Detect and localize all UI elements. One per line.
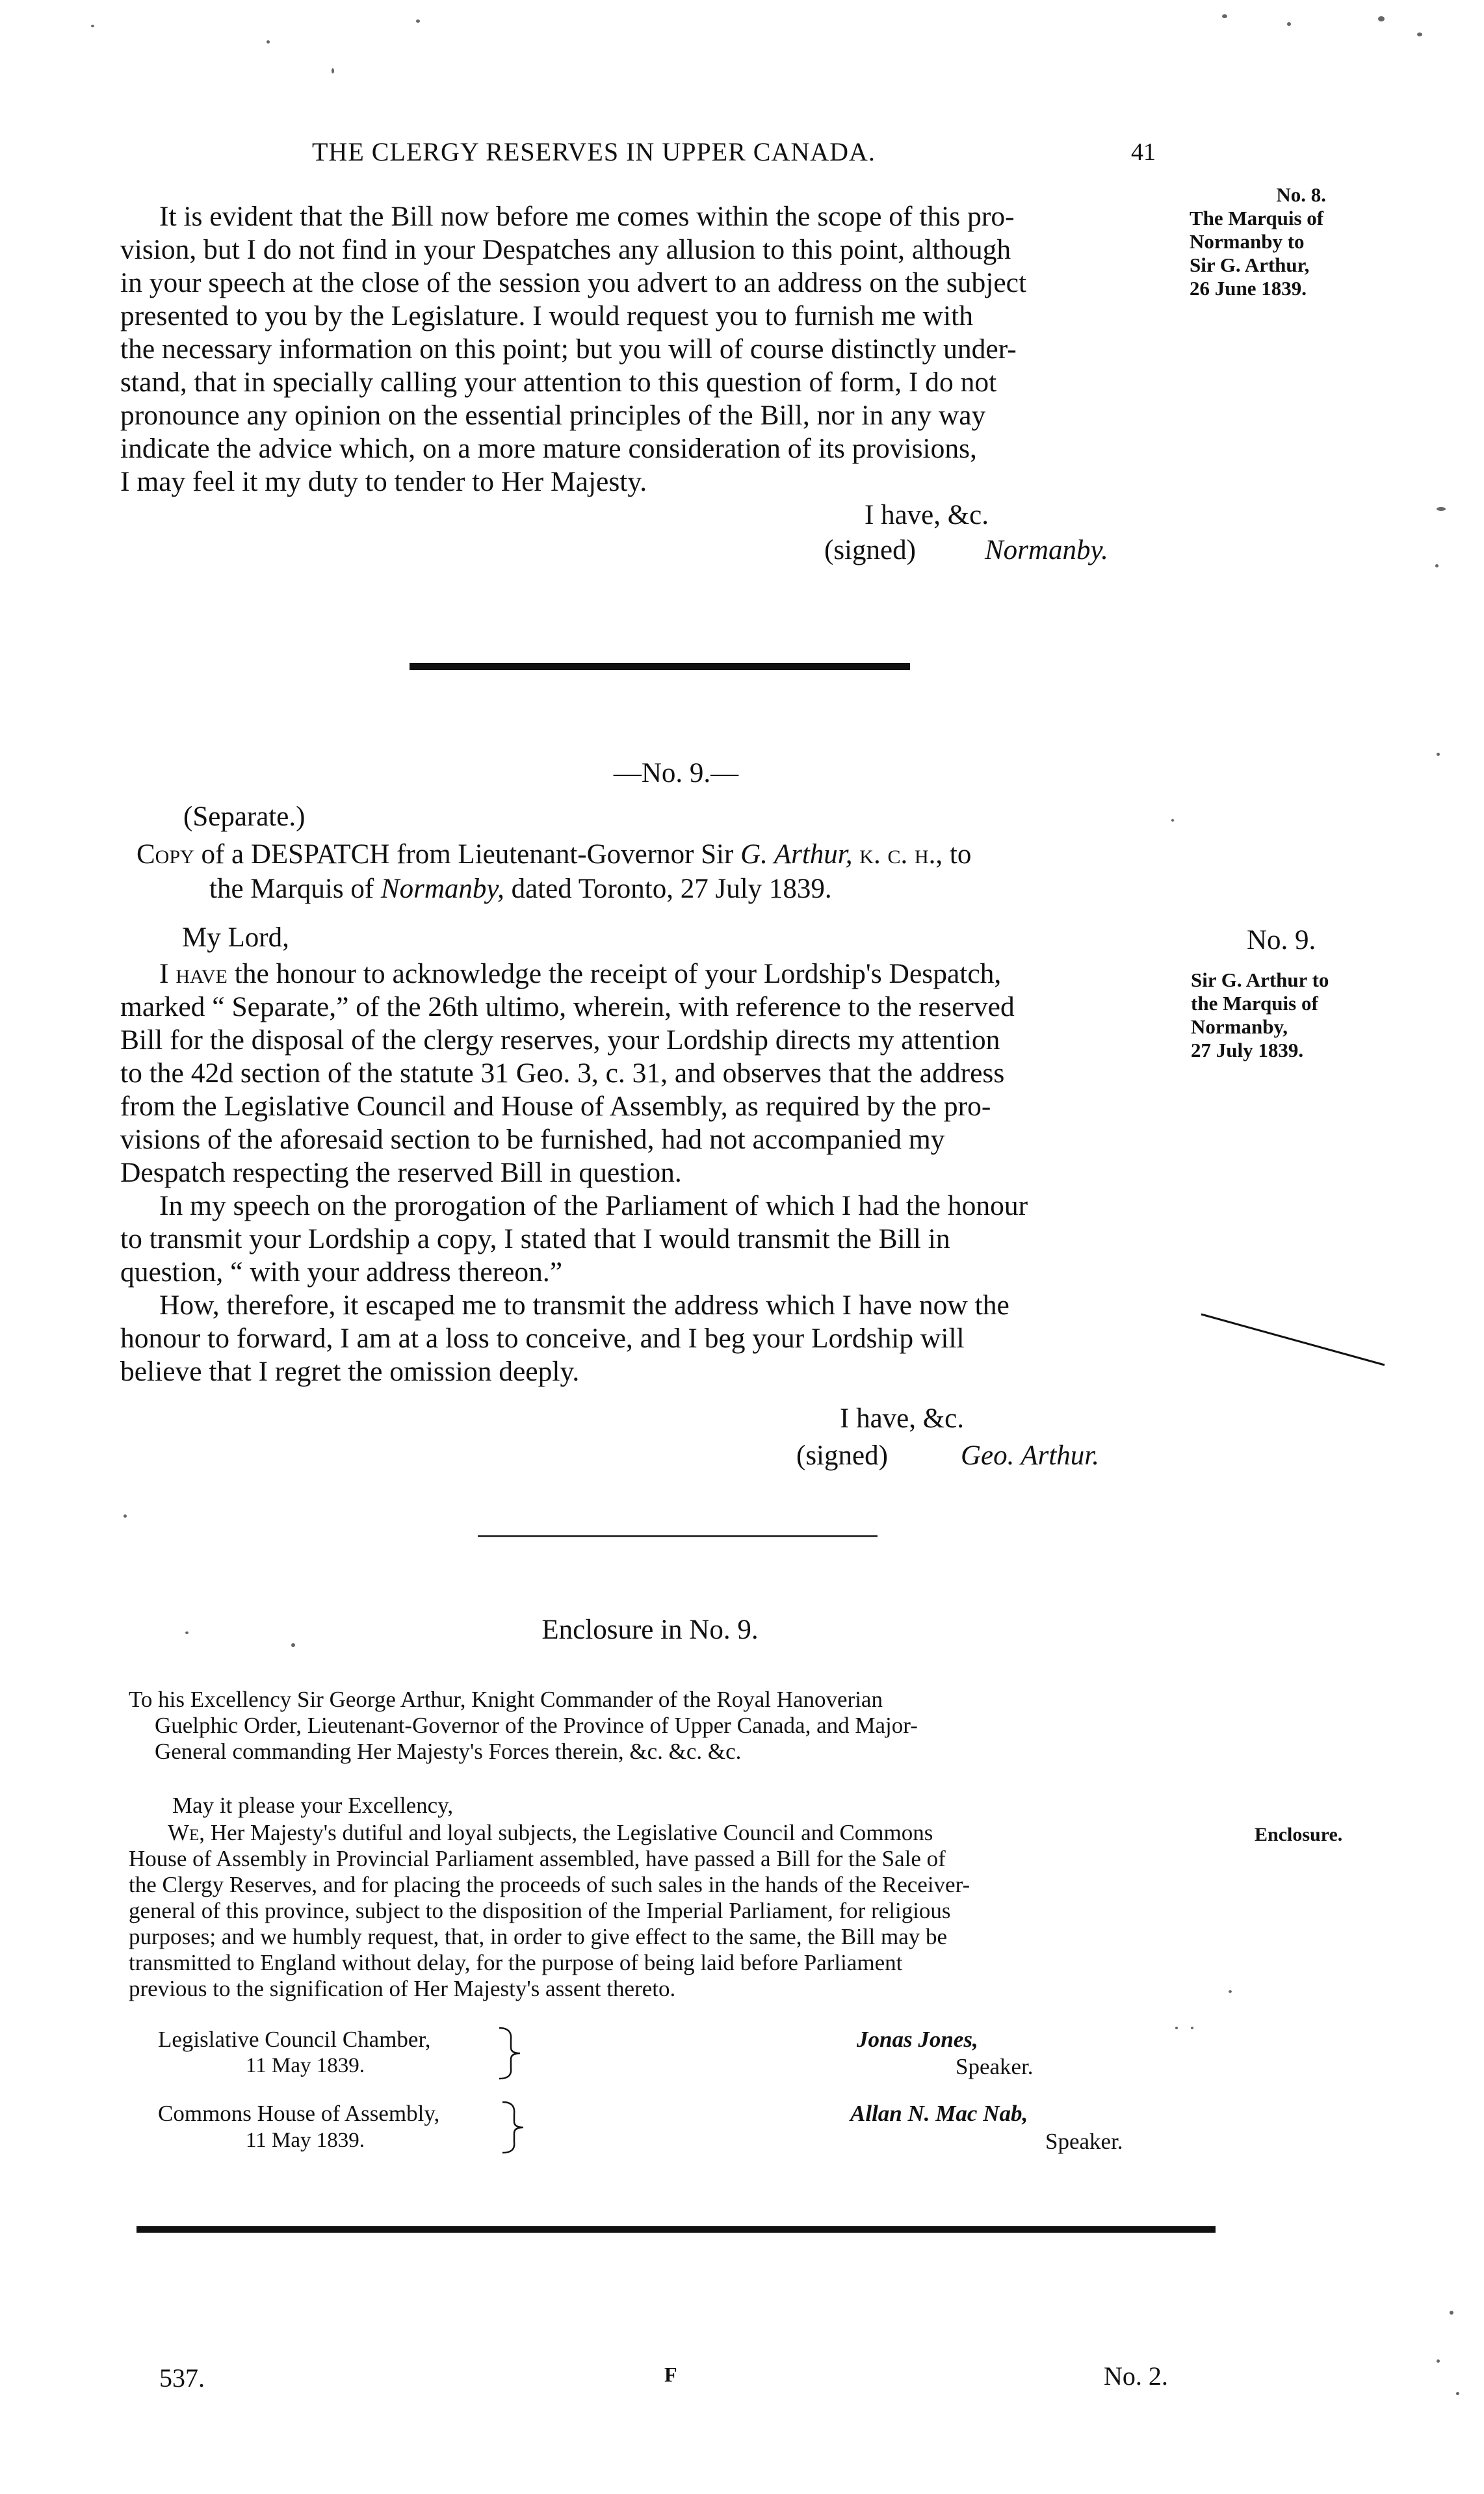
- text-line: transmitted to England without delay, for the purpose of being laid before Parliament: [129, 1950, 903, 1975]
- text-line: visions of the aforesaid section to be furnished, had not accompanied my: [120, 1124, 945, 1155]
- text-line: the Clergy Reserves, and for placing the proceeds of such sales in the hands of the Receiver-: [129, 1872, 970, 1897]
- scan-speck: [1229, 1990, 1232, 1993]
- scan-speck: [1437, 753, 1440, 756]
- text-line: To his Excellency Sir George Arthur, Knight Commander of the Royal Hanoverian: [129, 1687, 883, 1712]
- text-line: Bill for the disposal of the clergy reserves, your Lordship directs my attention: [120, 1024, 1000, 1056]
- text-line: General commanding Her Majesty's Forces therein, &c. &c. &c.: [155, 1739, 742, 1764]
- text-line: the necessary information on this point; but you will of course distinctly under-: [120, 333, 1017, 365]
- scan-speck: [124, 1514, 127, 1518]
- text-line: from the Legislative Council and House of Assembly, as required by the pro-: [120, 1091, 991, 1122]
- footer-rule: [137, 2226, 1216, 2233]
- footer-catchword: No. 2.: [1104, 2361, 1168, 2391]
- signature-normanby: Normanby.: [985, 535, 1108, 565]
- copy-word: Copy: [137, 839, 194, 870]
- running-header-title: THE CLERGY RESERVES IN UPPER CANADA.: [312, 137, 876, 166]
- enclosure-address: [129, 1687, 1201, 1765]
- margin-note-despatch-9: [1191, 968, 1360, 1062]
- text-line: stand, that in specially calling your attention to this question of form, I do not: [120, 367, 997, 398]
- text-line: Guelphic Order, Lieutenant-Governor of the Province of Upper Canada, and Major-: [155, 1713, 918, 1738]
- scan-speck: [1450, 2311, 1453, 2315]
- enclosure-salutation: May it please your Excellency,: [172, 1793, 454, 1818]
- footer-signature-mark: F: [664, 2363, 677, 2386]
- text-line: to transmit your Lordship a copy, I stated that I would transmit the Bill in: [120, 1223, 950, 1254]
- margin-note-line: Sir G. Arthur,: [1190, 253, 1310, 276]
- margin-note-number: No. 8.: [1276, 183, 1326, 206]
- sig2-title: Speaker.: [1045, 2129, 1123, 2154]
- enclosure-body: [129, 1820, 1201, 2002]
- separate-label: (Separate.): [183, 801, 306, 832]
- text-line: [120, 957, 1183, 991]
- text-line: In my speech on the prorogation of the Parliament of which I had the honour: [159, 1190, 1028, 1221]
- scan-speck: [1378, 16, 1385, 21]
- sig2-place-line-2: 11 May 1839.: [246, 2129, 365, 2152]
- despatch-9-heading: —No. 9.—: [613, 758, 739, 788]
- margin-note-line: 27 July 1839.: [1191, 1039, 1304, 1061]
- text-line: Despatch respecting the reserved Bill in question.: [120, 1157, 682, 1188]
- despatch-8-body: [120, 200, 1183, 499]
- sig2-name: Allan N. Mac Nab,: [850, 2101, 1028, 2126]
- page-number: 41: [1131, 138, 1156, 166]
- footer-left-number: 537.: [159, 2363, 205, 2393]
- margin-note-enclosure: Enclosure.: [1255, 1824, 1343, 1845]
- scan-speck: [1191, 2027, 1193, 2029]
- sig2-place-line-1: Commons House of Assembly,: [158, 2101, 440, 2126]
- scan-speck: [1456, 2392, 1459, 2395]
- title-text: dated Toronto, 27 July 1839.: [511, 874, 832, 904]
- signed-label: (signed): [824, 535, 916, 565]
- text-line: honour to forward, I am at a loss to conceive, and I beg your Lordship will: [120, 1323, 965, 1354]
- margin-note-line: Normanby to: [1190, 230, 1305, 253]
- scan-speck: [291, 1643, 295, 1647]
- scan-speck: [1175, 2027, 1178, 2029]
- margin-note-line: The Marquis of: [1190, 207, 1324, 229]
- sig1-place-line-2: 11 May 1839.: [246, 2054, 365, 2077]
- title-text: the Marquis of: [209, 874, 374, 904]
- scan-speck: [332, 68, 334, 73]
- text-line: presented to you by the Legislature. I would request you to furnish me with: [120, 300, 973, 331]
- despatch-number-right: No. 9.: [1247, 925, 1316, 955]
- text-line: to the 42d section of the statute 31 Geo. 3, c. 31, and observes that the address: [120, 1058, 1005, 1089]
- signed-label: (signed): [796, 1440, 888, 1471]
- scan-speck: [1417, 32, 1422, 36]
- text-line: question, “ with your address thereon.”: [120, 1256, 563, 1288]
- margin-note-line: 26 June 1839.: [1190, 277, 1307, 300]
- sig2-brace: [497, 2101, 530, 2154]
- text-span: the honour to acknowledge the receipt of your Lordship's Despatch,: [234, 958, 1002, 989]
- text-line: purposes; and we humbly request, that, in order to give effect to the same, the Bill may be: [129, 1924, 948, 1949]
- despatch-9-body: [120, 957, 1183, 1388]
- text-line: It is evident that the Bill now before me comes within the scope of this pro-: [159, 201, 1015, 232]
- scan-speck: [267, 40, 270, 44]
- salutation: My Lord,: [182, 922, 289, 953]
- scan-speck: [1435, 564, 1438, 567]
- margin-note-line: the Marquis of: [1191, 992, 1318, 1015]
- text-line: [129, 1820, 1201, 1846]
- sig1-title: Speaker.: [956, 2054, 1034, 2079]
- scan-speck: [1437, 507, 1446, 511]
- text-line: indicate the advice which, on a more mature consideration of its provisions,: [120, 433, 977, 464]
- margin-pointer-line: [1196, 1300, 1391, 1378]
- enclosure-heading: Enclosure in No. 9.: [541, 1615, 759, 1645]
- scan-speck: [91, 25, 94, 27]
- signature-arthur: Geo. Arthur.: [961, 1440, 1100, 1471]
- closing-line: I have, &c.: [840, 1403, 965, 1434]
- sig1-place-line-1: Legislative Council Chamber,: [158, 2027, 431, 2052]
- sig1-brace: [494, 2027, 527, 2080]
- text-line: pronounce any opinion on the essential principles of the Bill, nor in any way: [120, 400, 986, 431]
- first-word: I have: [159, 958, 228, 989]
- scan-speck: [1171, 819, 1174, 822]
- text-line: previous to the signification of Her Majesty's assent thereto.: [129, 1976, 676, 2001]
- text-line: I may feel it my duty to tender to Her Majesty.: [120, 466, 647, 497]
- scan-speck: [1222, 14, 1227, 18]
- title-to: to: [949, 839, 972, 870]
- sig1-name: Jonas Jones,: [857, 2027, 978, 2052]
- text-line: in your speech at the close of the session you advert to an address on the subject: [120, 267, 1027, 298]
- title-name: G. Arthur,: [740, 839, 853, 870]
- margin-note-line: Normanby,: [1191, 1015, 1288, 1038]
- text-line: believe that I regret the omission deeply.: [120, 1356, 580, 1387]
- scan-speck: [1287, 22, 1291, 26]
- title-kch: k. c. h.,: [859, 839, 943, 870]
- title-name: Normanby,: [380, 874, 504, 904]
- closing-line: I have, &c.: [865, 500, 989, 530]
- despatch-9-title-line-2: [209, 873, 832, 905]
- scan-speck: [1437, 2359, 1440, 2363]
- first-word: We,: [168, 1820, 205, 1845]
- scan-speck: [416, 19, 420, 23]
- section-rule: [410, 663, 910, 670]
- margin-note-despatch-8: [1190, 183, 1346, 300]
- despatch-9-title-line-1: [137, 838, 971, 870]
- text-line: House of Assembly in Provincial Parliament assembled, have passed a Bill for the Sale of: [129, 1846, 946, 1871]
- text-line: general of this province, subject to the disposition of the Imperial Parliament, for religious: [129, 1898, 951, 1923]
- scan-speck: [185, 1631, 189, 1634]
- text-line: vision, but I do not find in your Despatches any allusion to this point, although: [120, 234, 1011, 265]
- text-line: How, therefore, it escaped me to transmit the address which I have now the: [159, 1290, 1009, 1321]
- title-text: of a DESPATCH from Lieutenant-Governor Sir: [201, 839, 734, 870]
- section-rule: [478, 1535, 878, 1537]
- text-span: Her Majesty's dutiful and loyal subjects, the Legislative Council and Commons: [210, 1820, 933, 1845]
- margin-note-line: Sir G. Arthur to: [1191, 968, 1329, 991]
- text-line: marked “ Separate,” of the 26th ultimo, wherein, with reference to the reserved: [120, 991, 1015, 1022]
